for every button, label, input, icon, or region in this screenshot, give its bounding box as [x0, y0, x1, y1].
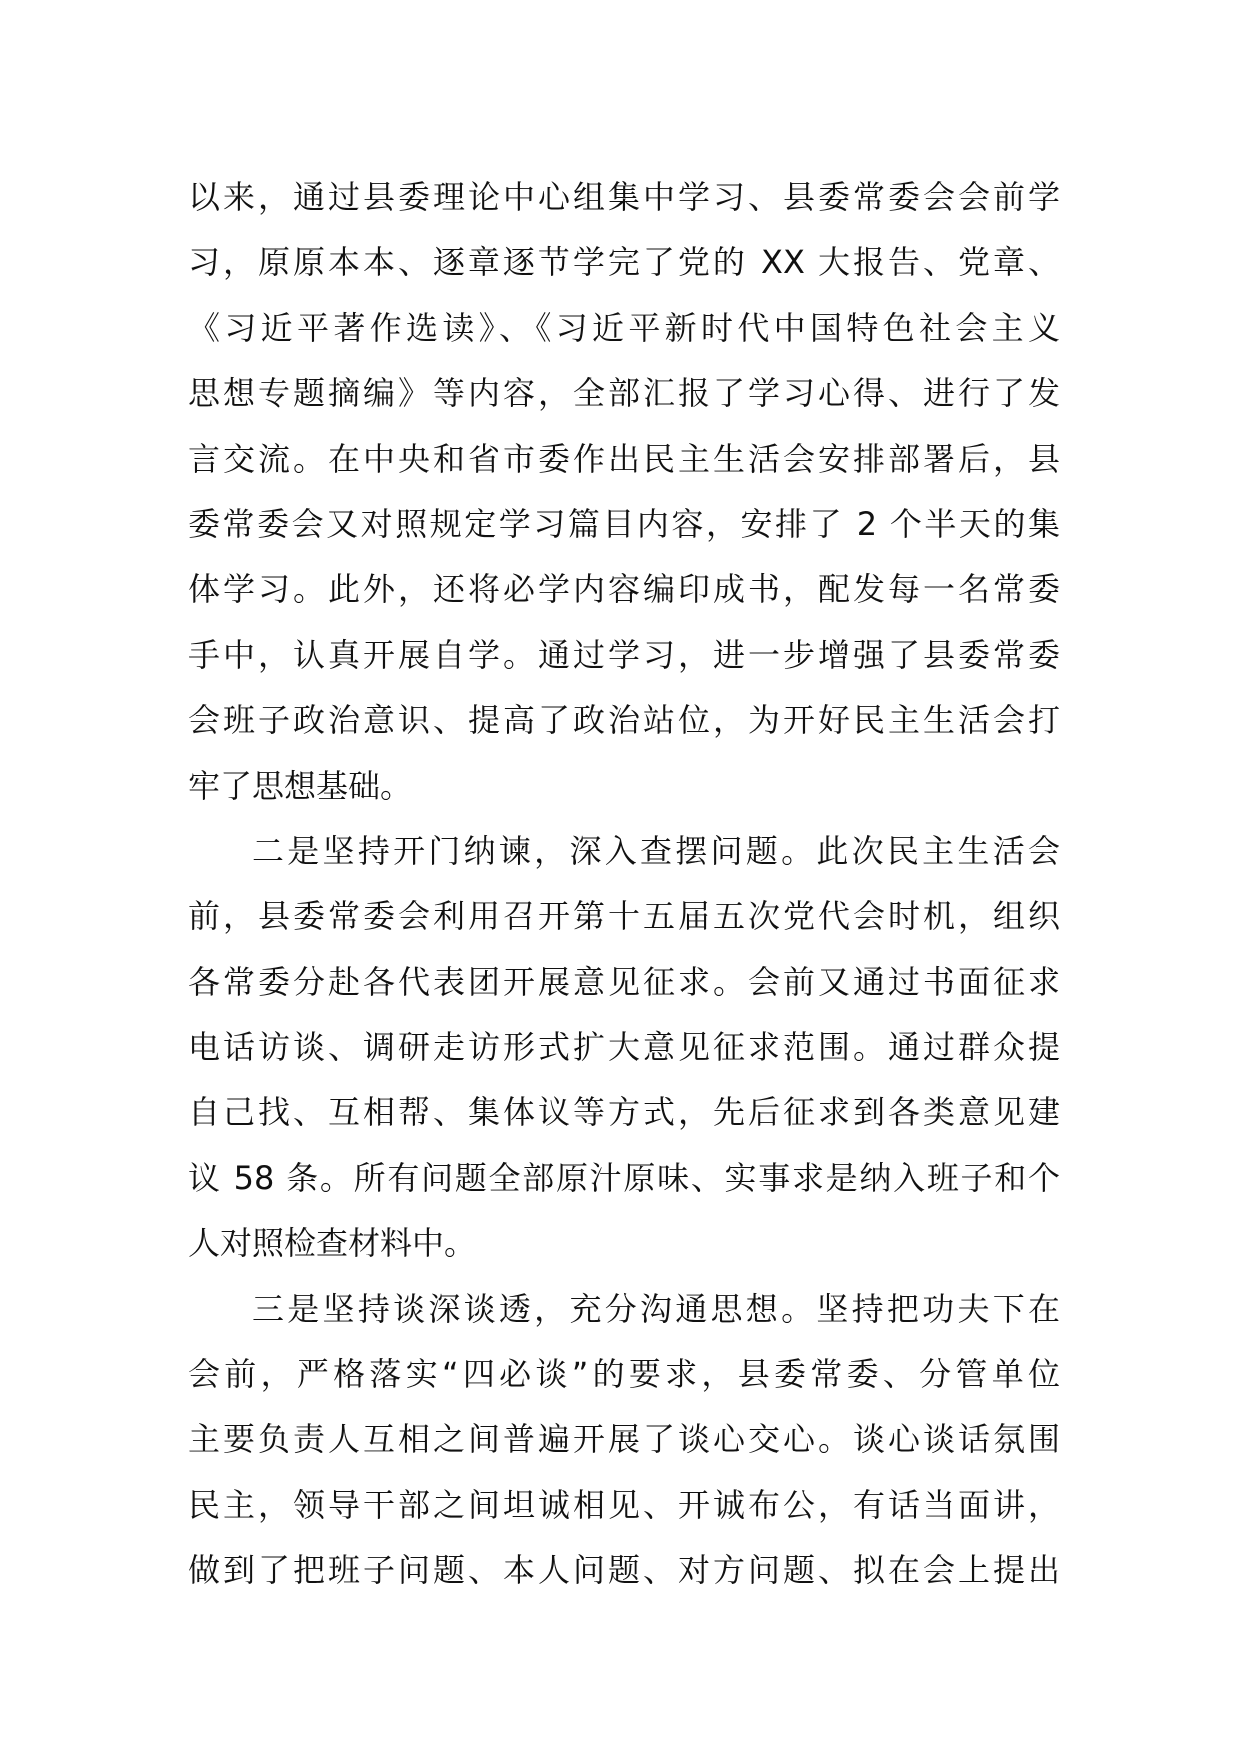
- text-line: 以来，通过县委理论中心组集中学习、县委常委会会前学: [188, 178, 1060, 216]
- text-line: 做到了把班子问题、本人问题、对方问题、拟在会上提出: [188, 1551, 1060, 1590]
- text-line: 人对照检查材料中。: [188, 1224, 477, 1263]
- text-line: 言交流。在中央和省市委作出民主生活会安排部署后，县: [188, 439, 1060, 478]
- text-line: 主要负责人互相之间普遍开展了谈心交心。谈心谈话氛围: [188, 1420, 1060, 1459]
- text-line: 各常委分赴各代表团开展意见征求。会前又通过书面征求: [188, 962, 1060, 1001]
- text-line: 电话访谈、调研走访形式扩大意见征求范围。通过群众提: [188, 1028, 1060, 1067]
- text-line: 思想专题摘编》等内容，全部汇报了学习心得、进行了发: [188, 374, 1060, 413]
- text-line: 前，县委常委会利用召开第十五届五次党代会时机，组织: [188, 897, 1060, 936]
- text-line: 议 58 条。所有问题全部原汁原味、实事求是纳入班子和个: [188, 1158, 1060, 1197]
- paragraph-first-line: 二是坚持开门纳谏，深入查摆问题。此次民主生活会: [252, 831, 1060, 870]
- text-line: 《习近平著作选读》、《习近平新时代中国特色社会主义: [188, 308, 1060, 347]
- text-line: 会班子政治意识、提高了政治站位，为开好民主生活会打: [188, 701, 1060, 740]
- text-line: 委常委会又对照规定学习篇目内容，安排了 2 个半天的集: [188, 504, 1060, 543]
- document-body: [188, 165, 1060, 1604]
- text-line: 自己找、互相帮、集体议等方式，先后征求到各类意见建: [188, 1093, 1060, 1132]
- text-line: 牢了思想基础。: [188, 766, 413, 805]
- text-line: 习，原原本本、逐章逐节学完了党的 XX 大报告、党章、: [188, 243, 1060, 282]
- text-line: 会前，严格落实“四必谈”的要求，县委常委、分管单位: [188, 1355, 1060, 1394]
- paragraph-first-line: 三是坚持谈深谈透，充分沟通思想。坚持把功夫下在: [252, 1289, 1060, 1328]
- text-line: 手中，认真开展自学。通过学习，进一步增强了县委常委: [188, 635, 1060, 674]
- text-line: 民主，领导干部之间坦诚相见、开诚布公，有话当面讲，: [188, 1485, 1060, 1524]
- text-line: 体学习。此外，还将必学内容编印成书，配发每一名常委: [188, 570, 1060, 609]
